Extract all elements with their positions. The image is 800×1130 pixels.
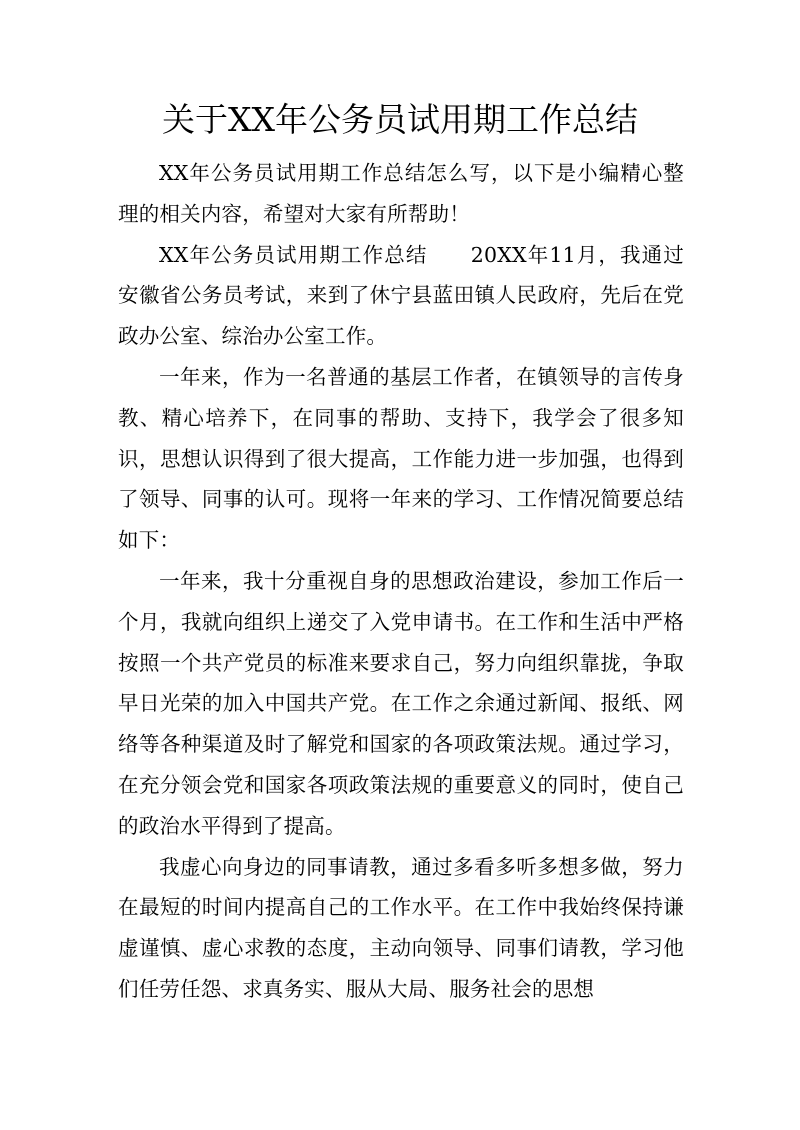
paragraph-background: XX年公务员试用期工作总结 20XX年11月，我通过安徽省公务员考试，来到了休宁县蓝田镇人民政府，先后在党政办公室、综治办公室工作。	[118, 242, 684, 349]
paragraph-political-study: 一年来，我十分重视自身的思想政治建设，参加工作后一个月，我就向组织上递交了入党申请书。在工作和生活中严格按照一个共产党员的标准来要求自己，努力向组织靠拢，争取早日光荣的加入中国共产党。在工作之余通过新闻、报纸、网络等各种渠道及时了解党和国家的各项政策法规。通过学习，在充分领会党和国家各项政策法规的重要意义的同时，使自己的政治水平得到了提高。	[118, 568, 684, 838]
paragraph-overview: 一年来，作为一名普通的基层工作者，在镇领导的言传身教、精心培养下，在同事的帮助、支持下，我学会了很多知识，思想认识得到了很大提高，工作能力进一步加强，也得到了领导、同事的认可。现将一年来的学习、工作情况简要总结如下：	[118, 364, 684, 553]
document-body	[118, 153, 684, 1010]
document-title: 关于XX年公务员试用期工作总结	[162, 100, 638, 139]
paragraph-learning-from-colleagues: 我虚心向身边的同事请教，通过多看多听多想多做，努力在最短的时间内提高自己的工作水平。在工作中我始终保持谦虚谨慎、虚心求教的态度，主动向领导、同事们请教，学习他们任劳任怨、求真务实、服从大局、服务社会的思想	[118, 854, 684, 1001]
paragraph-intro: XX年公务员试用期工作总结怎么写，以下是小编精心整理的相关内容，希望对大家有所帮助！	[118, 161, 684, 226]
